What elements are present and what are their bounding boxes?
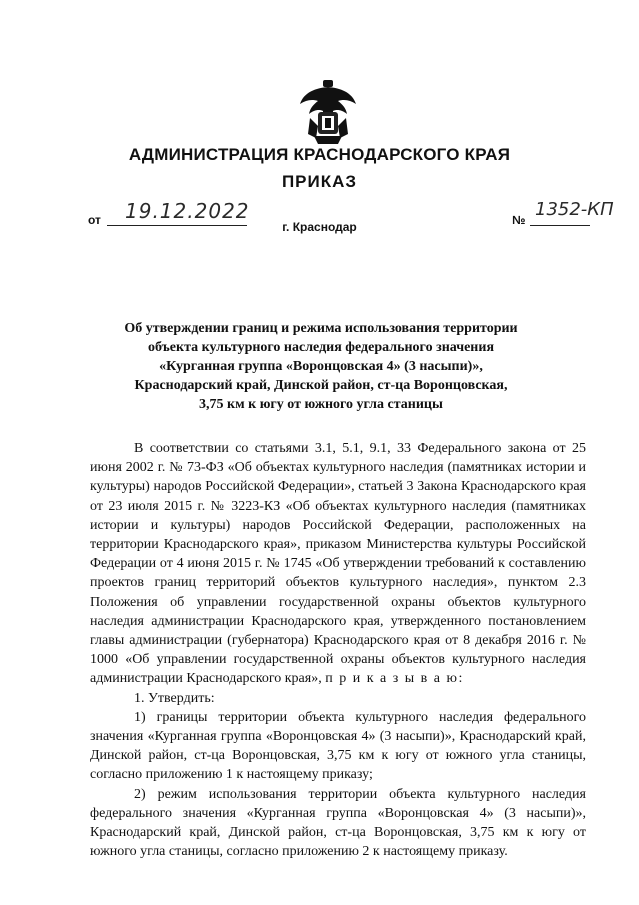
title-line: 3,75 км к югу от южного угла станицы	[199, 397, 443, 412]
order-word: п р и к а з ы в а ю:	[325, 671, 464, 687]
item-1-2: 2) режим использования территории объекта культурного наследия федерального значения «Курганная группа «Воронцовская 4» (3 насыпи)», Краснодарский край, Динской район, ст-ца Воронцовская, 3,75 км к югу от южного угла станицы, согласно приложению 2 к настоящему приказу.	[90, 786, 586, 860]
document-body	[90, 439, 586, 861]
intro-paragraph	[90, 439, 586, 689]
title-line: Краснодарский край, Динской район, ст-ца Воронцовская,	[134, 378, 508, 393]
document-title	[90, 319, 552, 414]
number-prefix: №	[512, 213, 526, 227]
handwritten-number: 1352-КП	[535, 199, 614, 220]
item-1-1: 1) границы территории объекта культурного наследия федерального значения «Курганная группа «Воронцовская 4» (3 насыпи)», Краснодарский край, Динской район, ст-ца Воронцовская, 3,75 км к югу от южного угла станицы, согласно приложению 1 к настоящему приказу;	[90, 709, 586, 783]
item-1: 1. Утвердить:	[134, 690, 215, 706]
coat-of-arms-emblem-icon	[296, 78, 360, 148]
date-prefix: от	[88, 213, 101, 227]
title-line: «Курганная группа «Воронцовская 4» (3 насыпи)»,	[159, 359, 483, 374]
organization-name: АДМИНИСТРАЦИЯ КРАСНОДАРСКОГО КРАЯ	[128, 145, 511, 164]
intro-text: В соответствии со статьями 3.1, 5.1, 9.1, 33 Федерального закона от 25 июня 2002 г. № 73-ФЗ «Об объектах культурного наследия (памятниках истории и культуры) народов Российской Федерации», статьей 3 Закона Краснодарского края от 23 июля 2015 г. № 3223-КЗ «Об объектах культурного наследия (памятниках истории и культуры) народов Российской Федерации, расположенных на территории Краснодарского края», приказом Министерства культуры Российской Федерации от 4 июня 2015 г. № 1745 «Об утверждении требований к составлению проектов границ территорий объектов культурного наследия», пунктом 2.3 Положения об управлении государственной охраны объектов культурного наследия администрации Краснодарского края, утвержденного постановлением главы администрации (губернатора) Краснодарского края от 8 декабря 2016 г. № 1000 «Об управлении государственной охраны объектов культурного наследия администрации Краснодарского края»,	[90, 441, 586, 687]
title-line: Об утверждении границ и режима использования территории	[124, 321, 518, 336]
city-name: г. Краснодар	[282, 220, 357, 234]
title-line: объекта культурного наследия федерального значения	[147, 340, 495, 355]
handwritten-date: 19.12.2022	[125, 199, 250, 223]
document-type: ПРИКАЗ	[281, 172, 358, 191]
